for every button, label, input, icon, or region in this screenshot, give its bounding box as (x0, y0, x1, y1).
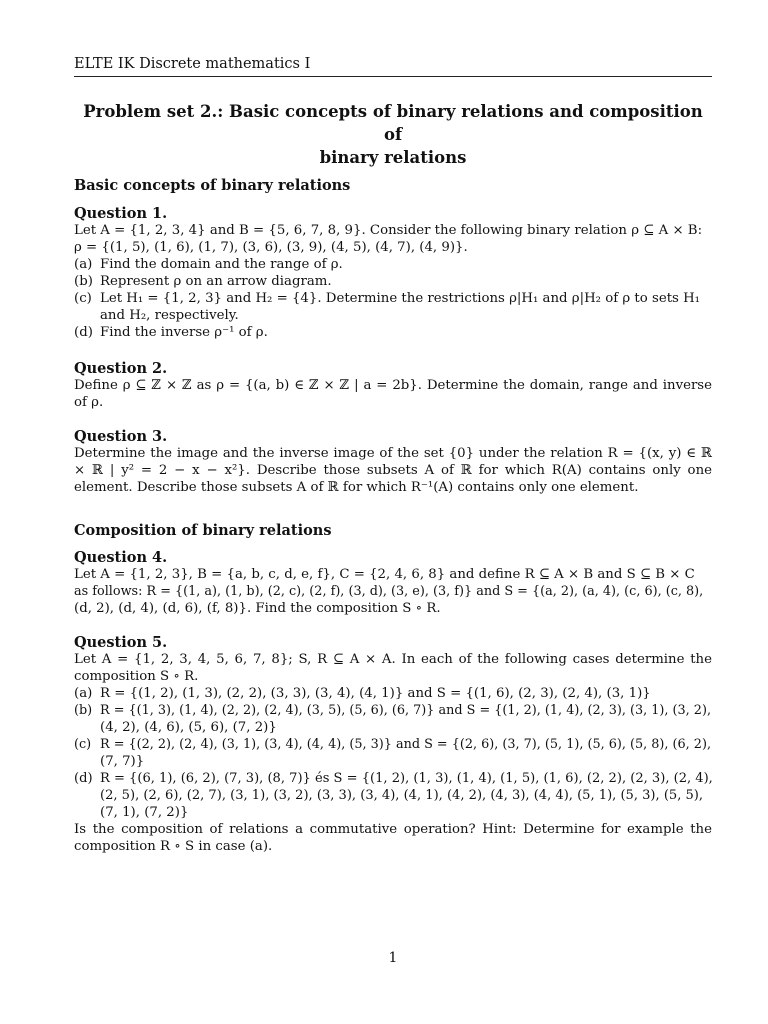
question-1-part-a (74, 256, 712, 273)
title-line-1: Problem set 2.: Basic concepts of binary relations and composition of (83, 102, 703, 144)
question-5-case-b-continued: (4, 2), (4, 6), (5, 6), (7, 2)} (100, 720, 277, 735)
question-5-case-d-continued-2: (7, 1), (7, 2)} (100, 805, 189, 820)
part-text: Find the domain and the range of ρ. (100, 257, 343, 272)
page-number: 1 (388, 950, 398, 966)
part-label: (d) (74, 325, 93, 340)
question-5-case-a (74, 685, 712, 702)
question-4-title: Question 4. (74, 549, 168, 566)
question-5-outro: Is the composition of relations a commutative operation? Hint: Determine for example the composition R ∘ S in case (a). (74, 822, 712, 854)
question-1-title: Question 1. (74, 205, 168, 222)
question-1-part-b (74, 273, 712, 290)
case-text: R = {(1, 3), (1, 4), (2, 2), (2, 4), (3, 5), (5, 6), (6, 7)} and S = {(1, 2), (1, 4), (2, 3), (3, 1), (3, 2), (100, 703, 712, 718)
question-2 (74, 360, 712, 411)
part-text: Represent ρ on an arrow diagram. (100, 274, 332, 289)
question-4-line-2: as follows: R = {(1, a), (1, b), (2, c), (2, f), (3, d), (3, e), (3, f)} and S = {(a, 2), (a, 4), (c, 6), (c, 8), (74, 584, 704, 599)
section-heading-basic-concepts: Basic concepts of binary relations (74, 177, 351, 194)
question-2-text: Define ρ ⊆ ℤ × ℤ as ρ = {(a, b) ∈ ℤ × ℤ | a = 2b}. Determine the domain, range and inverse of ρ. (74, 378, 712, 410)
title-line-2: binary relations (319, 148, 467, 167)
question-1 (74, 205, 712, 341)
question-5 (74, 634, 712, 855)
document-page (74, 0, 712, 1024)
question-3-title: Question 3. (74, 428, 168, 445)
question-2-title: Question 2. (74, 360, 168, 377)
part-text: Let H₁ = {1, 2, 3} and H₂ = {4}. Determine the restrictions ρ|H₁ and ρ|H₂ of ρ to sets H₁ (100, 291, 701, 306)
question-5-title: Question 5. (74, 634, 168, 651)
question-1-intro-line-2: ρ = {(1, 5), (1, 6), (1, 7), (3, 6), (3, 9), (4, 5), (4, 7), (4, 9)}. (74, 240, 468, 255)
part-label: (a) (74, 257, 93, 272)
case-label: (d) (74, 771, 93, 786)
question-1-part-d (74, 324, 712, 341)
case-text: R = {(2, 2), (2, 4), (3, 1), (3, 4), (4, 4), (5, 3)} and S = {(2, 6), (3, 7), (5, 1), (5, 6), (5, 8), (6, 2), (100, 737, 712, 752)
running-header: ELTE IK Discrete mathematics I (74, 56, 311, 72)
question-4-line-3: (d, 2), (d, 4), (d, 6), (f, 8)}. Find the composition S ∘ R. (74, 601, 441, 616)
case-text: R = {(1, 2), (1, 3), (2, 2), (3, 3), (3, 4), (4, 1)} and S = {(1, 6), (2, 3), (2, 4), (3, 1)} (100, 686, 651, 701)
question-1-intro-line-1: Let A = {1, 2, 3, 4} and B = {5, 6, 7, 8, 9}. Consider the following binary relation ρ ⊆ A × B: (74, 223, 703, 238)
case-label: (a) (74, 686, 93, 701)
question-5-case-c-continued: (7, 7)} (100, 754, 145, 769)
question-5-case-d-continued-1: (2, 5), (2, 6), (2, 7), (3, 1), (3, 2), (3, 3), (3, 4), (4, 1), (4, 2), (4, 3), (4, 4), (5, 1), (5, 3), (5, 5), (100, 788, 704, 803)
case-text: R = {(6, 1), (6, 2), (7, 3), (8, 7)} és S = {(1, 2), (1, 3), (1, 4), (1, 5), (1, 6), (2, 2), (2, 3), (2, 4), (100, 771, 713, 786)
question-5-case-c (74, 736, 712, 753)
case-label: (c) (74, 737, 92, 752)
question-1-part-c-continued: and H₂, respectively. (100, 308, 239, 323)
question-4 (74, 549, 712, 617)
question-5-intro: Let A = {1, 2, 3, 4, 5, 6, 7, 8}; S, R ⊆ A × A. In each of the following cases determine the composition S ∘ R. (74, 652, 712, 684)
case-label: (b) (74, 703, 93, 718)
section-heading-composition: Composition of binary relations (74, 522, 332, 539)
page-title (74, 100, 712, 169)
part-text: Find the inverse ρ⁻¹ of ρ. (100, 325, 268, 340)
question-5-case-b (74, 702, 712, 719)
question-4-line-1: Let A = {1, 2, 3}, B = {a, b, c, d, e, f}, C = {2, 4, 6, 8} and define R ⊆ A × B and S ⊆ B × C (74, 567, 695, 582)
question-1-part-c (74, 290, 712, 307)
header-rule (74, 76, 712, 77)
part-label: (c) (74, 291, 92, 306)
question-3 (74, 428, 712, 496)
question-5-case-d (74, 770, 712, 787)
part-label: (b) (74, 274, 93, 289)
question-3-text: Determine the image and the inverse image of the set {0} under the relation R = {(x, y) ∈ ℝ × ℝ | y² = 2 − x − x²}. Describe those subsets A of ℝ for which R(A) contains only one element. Describe those subsets A of ℝ for which R⁻¹(A) contains only one element. (74, 446, 712, 495)
